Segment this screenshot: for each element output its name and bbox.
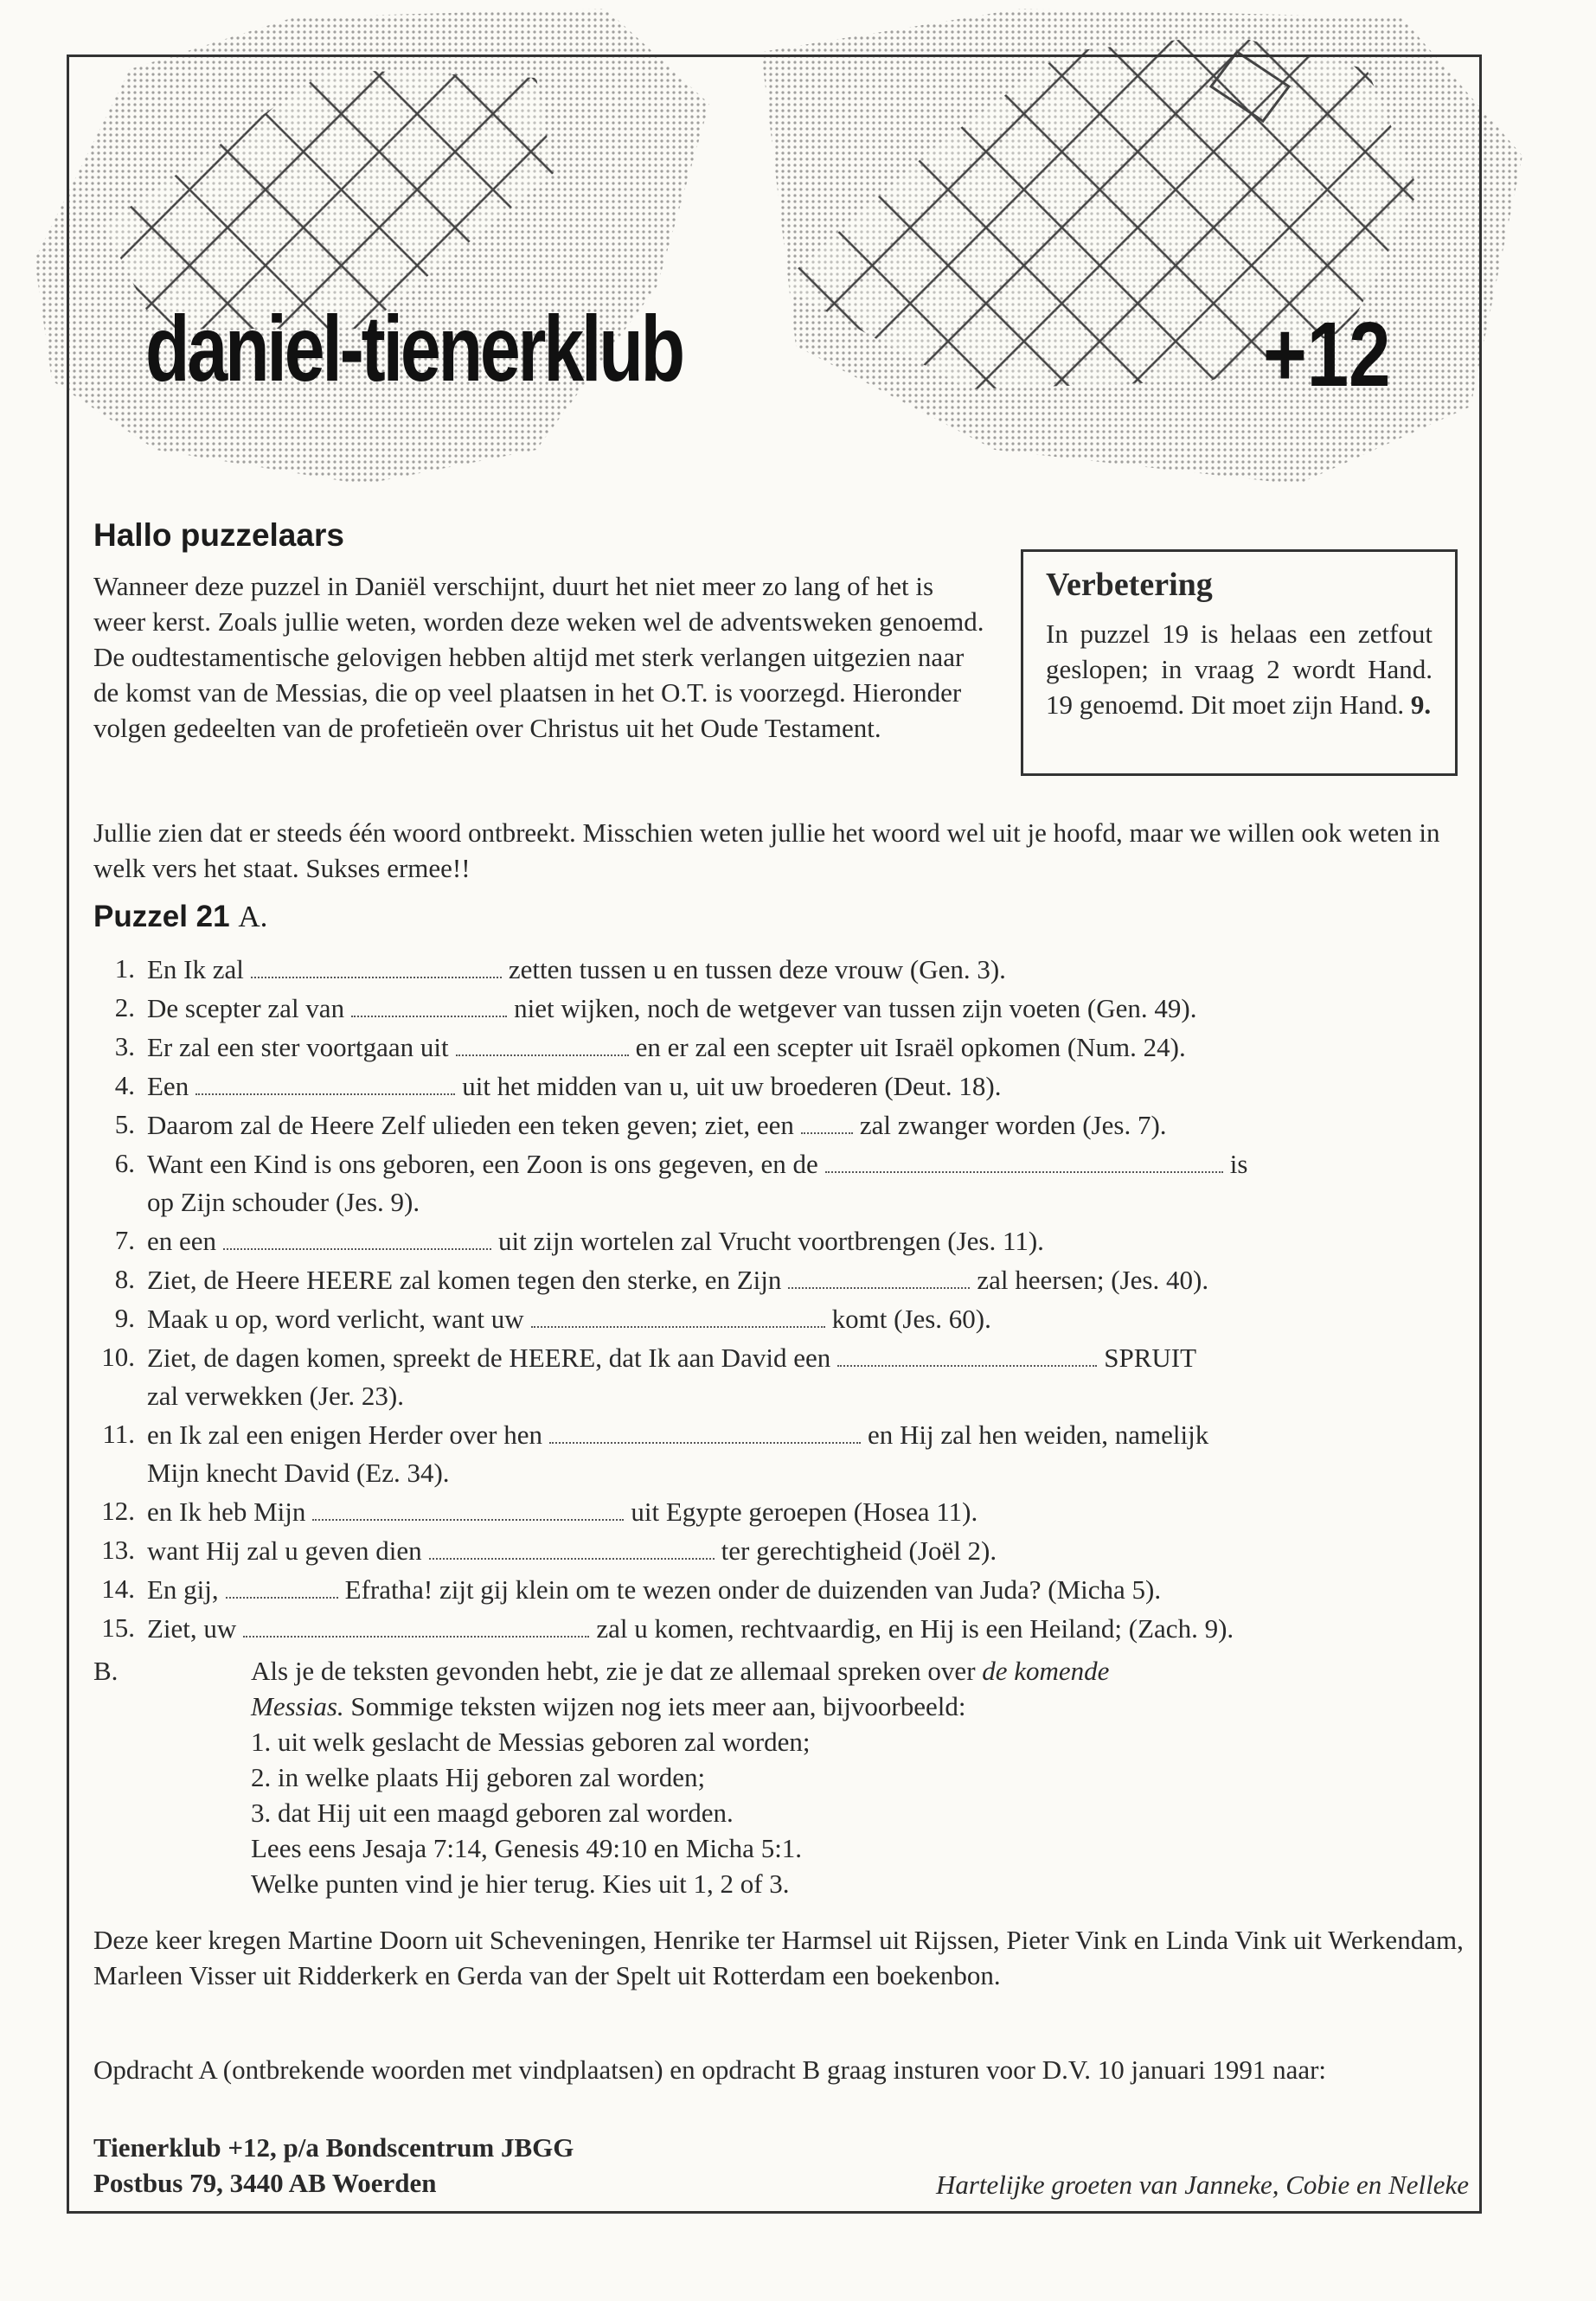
answer-blank [351, 989, 507, 1017]
puzzle-part-label: A. [238, 900, 268, 933]
puzzle-question [93, 989, 1473, 1028]
masthead-title: daniel-tienerklub [145, 296, 683, 401]
question-continuation: op Zijn schouder (Jes. 9). [147, 1187, 420, 1217]
question-text-before: Er zal een ster voortgaan uit [147, 1032, 449, 1062]
mailing-address [93, 2130, 574, 2201]
question-text-before: en Ik heb Mijn [147, 1497, 306, 1527]
question-number: 13. [101, 1535, 135, 1565]
answer-blank [801, 1106, 853, 1134]
part-b-point: 3. dat Hij uit een maagd geboren zal worden. [251, 1798, 734, 1828]
masthead-age-badge: +12 [1263, 304, 1391, 406]
part-b-label: B. [93, 1656, 119, 1686]
intro-paragraph-wide: Jullie zien dat er steeds één woord ontbreekt. Misschien weten jullie het woord wel uit je hoofd, maar we willen ook weten in welk vers het staat. Sukses ermee!! [93, 817, 1440, 883]
puzzle-question [93, 1028, 1473, 1067]
correction-body [1046, 616, 1433, 722]
answer-blank [251, 950, 502, 978]
question-text-before: Ziet, de Heere HEERE zal komen tegen den sterke, en Zijn [147, 1265, 782, 1295]
question-text-after: zal zwanger worden (Jes. 7). [859, 1110, 1167, 1140]
question-number: 3. [114, 1031, 135, 1061]
part-b-line-1 [251, 1653, 1473, 1689]
puzzle-question-list [93, 950, 1473, 1648]
puzzle-question [93, 1570, 1473, 1609]
answer-blank [223, 1221, 491, 1250]
puzzle-question [93, 1299, 1473, 1338]
question-text-after: Efratha! zijt gij klein om te wezen onder de duizenden van Juda? (Micha 5). [344, 1574, 1162, 1605]
question-text-after: zal heersen; (Jes. 40). [977, 1265, 1209, 1295]
answer-blank [549, 1415, 861, 1444]
puzzle-question [93, 1531, 1473, 1570]
correction-ref: 9. [1410, 689, 1432, 720]
question-number: 6. [114, 1148, 135, 1178]
answer-blank [456, 1028, 629, 1056]
intro-heading: Hallo puzzelaars [93, 517, 344, 553]
question-text-before: en een [147, 1226, 217, 1256]
question-number: 1. [114, 953, 135, 984]
question-text-after: niet wijken, noch de wetgever van tussen zijn voeten (Gen. 49). [514, 993, 1197, 1023]
question-number: 4. [114, 1070, 135, 1100]
answer-blank [243, 1609, 589, 1638]
correction-text: In puzzel 19 is helaas een zetfout geslopen; in vraag 2 wordt Hand. 19 genoemd. Dit moet zijn Hand. [1046, 619, 1433, 720]
puzzle-question [93, 1144, 1473, 1221]
part-b-point: 1. uit welk geslacht de Messias geboren zal worden; [251, 1727, 811, 1757]
question-text-before: Daarom zal de Heere Zelf ulieden een teken geven; ziet, een [147, 1110, 794, 1140]
part-b-read: Lees eens Jesaja 7:14, Genesis 49:10 en Micha 5:1. [251, 1833, 803, 1863]
question-continuation: Mijn knecht David (Ez. 34). [147, 1458, 450, 1488]
question-continuation: zal verwekken (Jer. 23). [147, 1381, 404, 1411]
intro-paragraph: Wanneer deze puzzel in Daniël verschijnt, duurt het niet meer zo lang of het is weer kerst. Zoals jullie weten, worden deze weken wel de adventsweken genoemd. De oudtestamentische gelovigen hebben altijd met sterk verlangen uitgezien naar de komst van de Messias, die op veel plaatsen in het O.T. is voorzegd. Hieronder volgen gedeelten van de profetieën over Christus uit het Oude Testament. [93, 571, 984, 743]
question-text-before: Een [147, 1071, 189, 1101]
puzzle-question [93, 950, 1473, 989]
part-b [93, 1653, 1473, 1901]
puzzle-question [93, 1106, 1473, 1144]
submission-instructions: Opdracht A (ontbrekende woorden met vindplaatsen) en opdracht B graag insturen voor D.V. 10 januari 1991 naar: [93, 2054, 1327, 2085]
correction-box [1021, 549, 1458, 776]
closing-greeting: Hartelijke groeten van Janneke, Cobie en Nelleke [935, 2170, 1469, 2200]
question-text-after: en er zal een scepter uit Israël opkomen (Num. 24). [635, 1032, 1186, 1062]
part-b-text-2: Sommige teksten wijzen nog iets meer aan, bijvoorbeeld: [350, 1691, 966, 1721]
question-text-after: SPRUIT [1104, 1343, 1197, 1373]
question-text-before: En Ik zal [147, 954, 244, 984]
question-number: 11. [102, 1419, 135, 1449]
question-text-after: uit Egypte geroepen (Hosea 11). [631, 1497, 978, 1527]
question-text-before: Ziet, de dagen komen, spreekt de HEERE, dat Ik aan David een [147, 1343, 831, 1373]
part-b-line-2 [251, 1689, 1473, 1724]
address-line-1: Tienerklub +12, p/a Bondscentrum JBGG [93, 2132, 574, 2163]
part-b-choose: Welke punten vind je hier terug. Kies uit 1, 2 of 3. [251, 1868, 790, 1899]
puzzle-question [93, 1415, 1473, 1492]
question-number: 7. [114, 1225, 135, 1255]
question-number: 14. [101, 1574, 135, 1604]
question-text-before: De scepter zal van [147, 993, 345, 1023]
question-text-before: En gij, [147, 1574, 219, 1605]
answer-blank [837, 1338, 1097, 1367]
answer-blank [531, 1299, 825, 1328]
question-text-before: Ziet, uw [147, 1613, 237, 1644]
answer-blank [226, 1570, 338, 1599]
part-b-emphasis: de komende [982, 1656, 1110, 1686]
answer-blank [195, 1067, 455, 1095]
question-number: 10. [101, 1342, 135, 1372]
answer-blank [429, 1531, 715, 1560]
question-text-before: want Hij zal u geven dien [147, 1535, 422, 1566]
correction-title: Verbetering [1046, 567, 1213, 603]
intro-text-wide [93, 815, 1477, 886]
part-b-content [251, 1653, 1473, 1901]
winners-paragraph: Deze keer kregen Martine Doorn uit Scheveningen, Henrike ter Harmsel uit Rijssen, Pieter Vink en Linda Vink uit Werkendam, Marleen Visser uit Ridderkerk en Gerda van der Spelt uit Rotterdam een boekenbon. [93, 1925, 1464, 1990]
part-b-emphasis-2: Messias. [251, 1691, 344, 1721]
question-text-after: is [1229, 1149, 1248, 1179]
puzzle-question [93, 1260, 1473, 1299]
question-text-before: Want een Kind is ons geboren, een Zoon is ons gegeven, en de [147, 1149, 818, 1179]
question-text-before: en Ik zal een enigen Herder over hen [147, 1420, 543, 1450]
question-text-after: ter gerechtigheid (Joël 2). [721, 1535, 997, 1566]
question-number: 8. [114, 1264, 135, 1294]
puzzle-title-text: Puzzel 21 [93, 900, 230, 933]
question-number: 9. [114, 1303, 135, 1333]
puzzle-question [93, 1492, 1473, 1531]
question-number: 5. [114, 1109, 135, 1139]
question-number: 2. [114, 992, 135, 1022]
question-text-after: komt (Jes. 60). [831, 1304, 991, 1334]
question-text-after: uit zijn wortelen zal Vrucht voortbrengen (Jes. 11). [498, 1226, 1044, 1256]
puzzle-question [93, 1609, 1473, 1648]
puzzle-question [93, 1221, 1473, 1260]
address-line-2: Postbus 79, 3440 AB Woerden [93, 2168, 437, 2198]
question-text-after: uit het midden van u, uit uw broederen (Deut. 18). [462, 1071, 1002, 1101]
question-number: 12. [101, 1496, 135, 1526]
question-text-after: en Hij zal hen weiden, namelijk [868, 1420, 1209, 1450]
question-text-after: zetten tussen u en tussen deze vrouw (Gen. 3). [508, 954, 1006, 984]
puzzle-question [93, 1338, 1473, 1415]
puzzle-question [93, 1067, 1473, 1106]
question-number: 15. [101, 1612, 135, 1643]
part-b-text: Als je de teksten gevonden hebt, zie je dat ze allemaal spreken over [251, 1656, 976, 1686]
puzzle-title [93, 900, 267, 934]
question-text-before: Maak u op, word verlicht, want uw [147, 1304, 524, 1334]
answer-blank [312, 1492, 624, 1521]
question-text-after: zal u komen, rechtvaardig, en Hij is een Heiland; (Zach. 9). [596, 1613, 1234, 1644]
intro-text [93, 568, 984, 746]
answer-blank [825, 1144, 1223, 1173]
part-b-point: 2. in welke plaats Hij geboren zal worden; [251, 1762, 706, 1792]
answer-blank [788, 1260, 970, 1289]
